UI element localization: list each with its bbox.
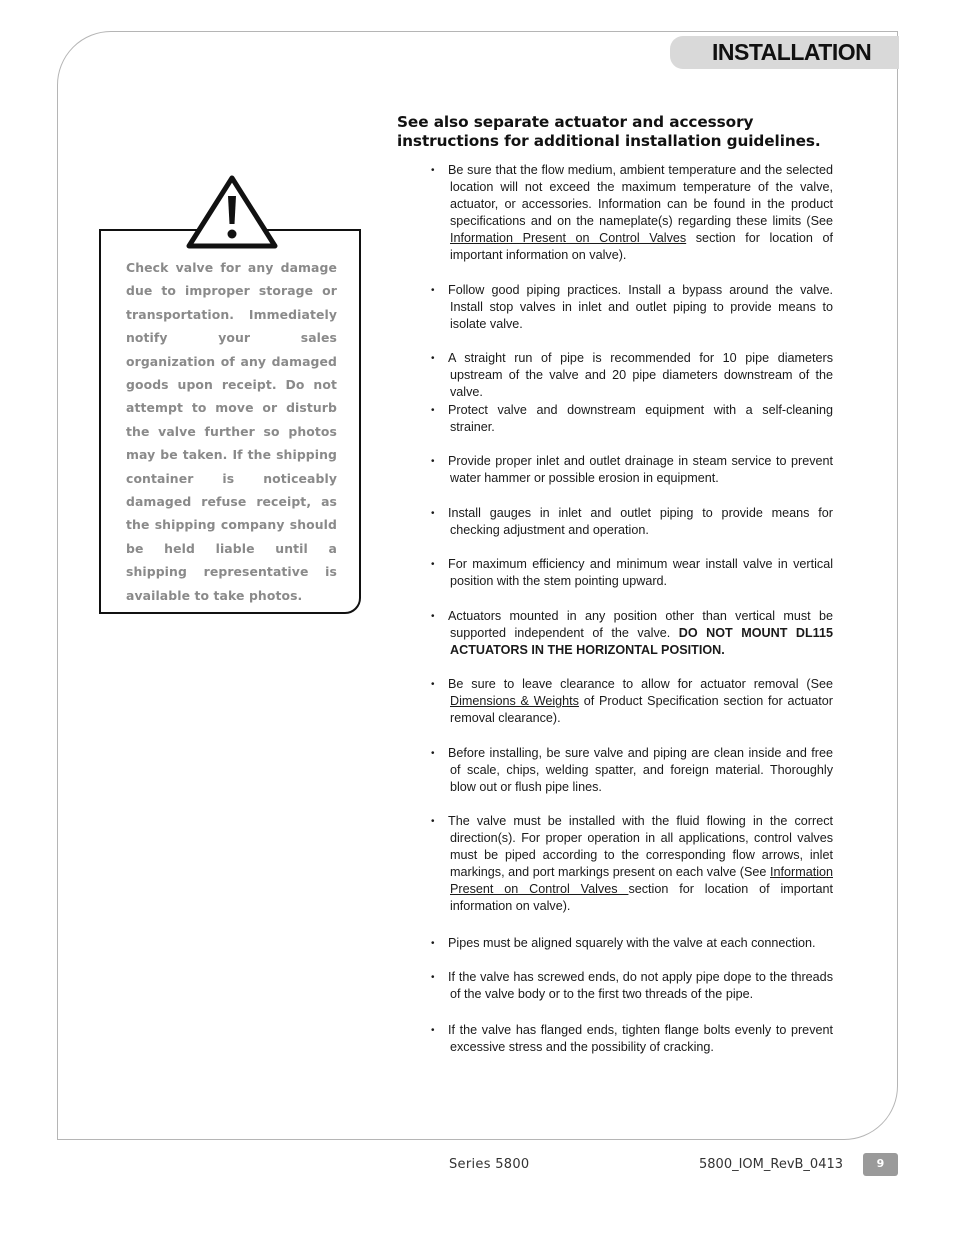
list-item: [431, 162, 833, 264]
bullet-icon: •: [431, 972, 435, 983]
text-segment: section for location of important information on valve).: [450, 231, 833, 262]
list-item: [431, 813, 833, 915]
list-item-text: [431, 505, 833, 539]
bullet-icon: •: [431, 679, 435, 690]
list-item-text: [431, 745, 833, 796]
reference-link[interactable]: Dimensions & Weights: [450, 694, 579, 708]
bullet-icon: •: [431, 559, 435, 570]
list-item-text: [431, 969, 833, 1003]
list-item-text: [431, 813, 833, 915]
list-item-text: [431, 162, 833, 264]
list-item-text: [431, 676, 833, 727]
list-item: [431, 350, 833, 401]
list-item-text: [431, 608, 833, 659]
list-item: [431, 608, 833, 659]
list-item: [431, 453, 833, 487]
bullet-icon: •: [431, 611, 435, 622]
intro-heading: See also separate actuator and accessory instructions for additional installation guidelines.: [397, 113, 821, 150]
section-title: INSTALLATION: [670, 36, 899, 69]
bullet-icon: •: [431, 508, 435, 519]
text-segment: Be sure to leave clearance to allow for actuator removal (See: [448, 677, 833, 691]
list-item-text: [431, 402, 833, 436]
text-segment: Actuators mounted in any position other than vertical must be supported independent of the valve.: [448, 609, 833, 640]
text-segment: For maximum efficiency and minimum wear install valve in vertical position with the stem pointing upward.: [448, 557, 833, 588]
text-segment: Before installing, be sure valve and piping are clean inside and free of scale, chips, welding spatter, and foreign material. Thoroughly blow out or flush pipe lines.: [448, 746, 833, 794]
list-item-text: [431, 350, 833, 401]
text-segment: of Product Specification section for actuator removal clearance).: [450, 694, 833, 725]
text-segment: If the valve has screwed ends, do not apply pipe dope to the threads of the valve body or to the first two threads of the pipe.: [448, 970, 833, 1001]
bullet-icon: •: [431, 165, 435, 176]
list-item-text: [431, 556, 833, 590]
bullet-icon: •: [431, 405, 435, 416]
list-item-text: [431, 453, 833, 487]
bullet-icon: •: [431, 353, 435, 364]
warning-triangle-icon: [185, 174, 279, 250]
list-item: [431, 402, 833, 436]
text-segment: Install gauges in inlet and outlet piping to provide means for checking adjustment and operation.: [448, 506, 833, 537]
list-item-text: [431, 1022, 833, 1056]
bullet-icon: •: [431, 816, 435, 827]
list-item: [431, 969, 833, 1003]
text-segment: Protect valve and downstream equipment with a self-cleaning strainer.: [448, 403, 833, 434]
text-segment: Follow good piping practices. Install a bypass around the valve. Install stop valves in inlet and outlet piping to provide means to isolate valve.: [448, 283, 833, 331]
list-item: [431, 1022, 833, 1056]
warning-text: Check valve for any damage due to improper storage or transportation. Immediately notify your sales organization of any damaged goods upon receipt. Do not attempt to move or disturb the valve further so photos may be taken. If the shipping container is noticeably damaged refuse receipt, as the shipping company should be held liable until a shipping representative is available to take photos.: [126, 260, 337, 603]
text-segment: If the valve has flanged ends, tighten flange bolts evenly to prevent excessive stress and the possibility of cracking.: [448, 1023, 833, 1054]
reference-link[interactable]: Information Present on Control Valves: [450, 231, 687, 245]
text-segment: Provide proper inlet and outlet drainage in steam service to prevent water hammer or possible erosion in equipment.: [448, 454, 833, 485]
bullet-icon: •: [431, 1025, 435, 1036]
list-item-text: [431, 282, 833, 333]
text-segment: A straight run of pipe is recommended for 10 pipe diameters upstream of the valve and 20 pipe diameters downstream of the valve.: [448, 351, 833, 399]
text-segment: The valve must be installed with the fluid flowing in the correct direction(s). For proper operation in all applications, control valves must be piped according to the corresponding flow arrows, inlet markings, and port markings present on each valve (See: [448, 814, 833, 879]
list-item-text: [431, 935, 833, 952]
list-item: [431, 505, 833, 539]
text-segment: Pipes must be aligned squarely with the valve at each connection.: [448, 936, 816, 950]
footer-document-id: 5800_IOM_RevB_0413: [699, 1157, 844, 1172]
list-item: [431, 676, 833, 727]
list-item: [431, 745, 833, 796]
footer-series: Series 5800: [449, 1157, 530, 1172]
bullet-icon: •: [431, 938, 435, 949]
text-segment: Be sure that the flow medium, ambient temperature and the selected location will not exceed the maximum temperature of the valve, actuator, or accessories. Information can be found in the product specifications and on the nameplate(s) regarding these limits (See: [448, 163, 833, 228]
bullet-icon: •: [431, 456, 435, 467]
page-number: 9: [863, 1153, 898, 1176]
list-item: [431, 935, 833, 952]
text-segment: section for location of important information on valve).: [450, 882, 833, 913]
bullet-icon: •: [431, 748, 435, 759]
list-item: [431, 556, 833, 590]
list-item: [431, 282, 833, 333]
bullet-icon: •: [431, 285, 435, 296]
warning-emphasis: DO NOT MOUNT DL115 ACTUATORS IN THE HORIZONTAL POSITION.: [450, 626, 833, 657]
reference-link[interactable]: Information Present on Control Valves: [450, 865, 833, 896]
